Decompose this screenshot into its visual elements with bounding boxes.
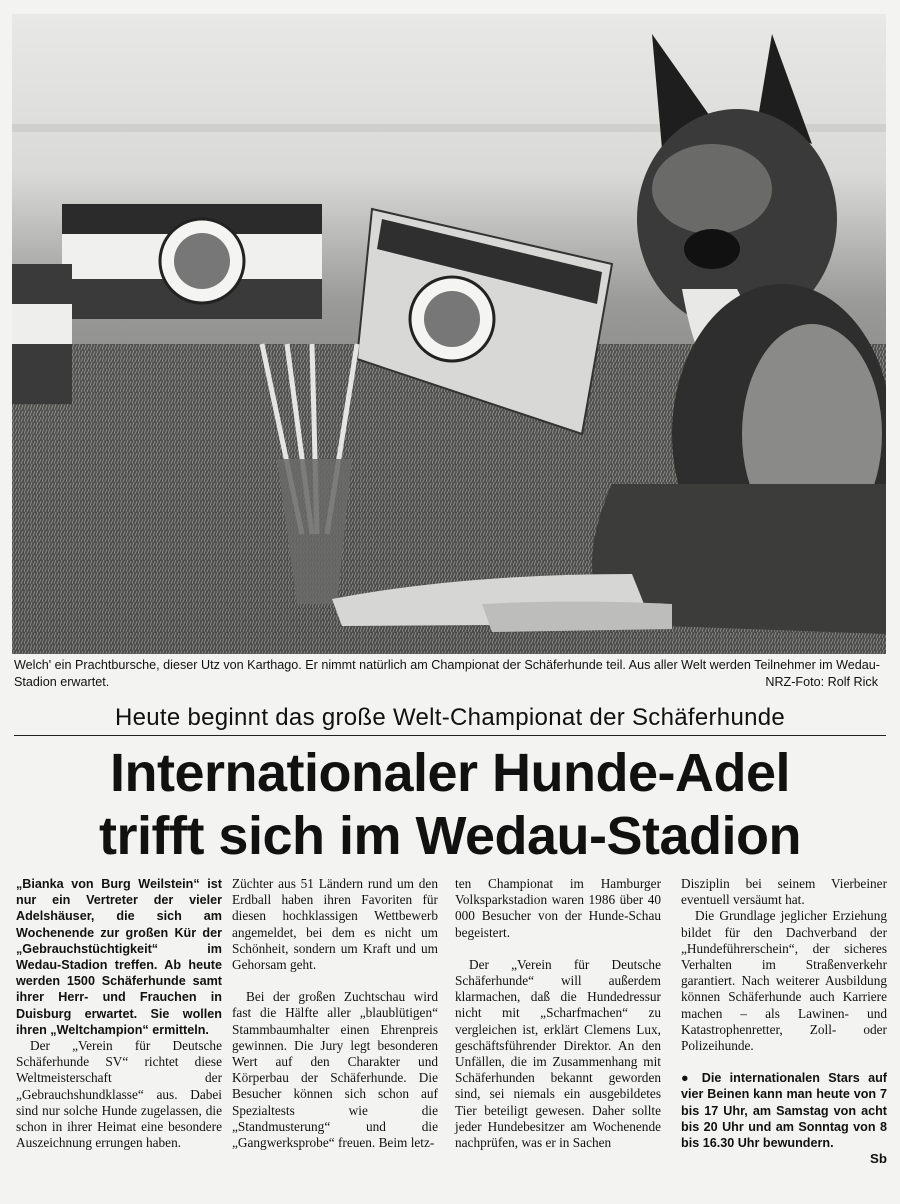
kicker: Heute beginnt das große Welt-Championat der Schäferhunde: [114, 704, 786, 731]
article-column-4: [681, 876, 887, 1176]
author-signature: Sb: [870, 1151, 887, 1167]
photo-credit: NRZ-Foto: Rolf Rick: [765, 675, 878, 689]
headline-line-2: trifft sich im Wedau-Stadion: [98, 806, 802, 866]
body-paragraph: ten Championat im Hamburger Volksparkstadion waren 1986 über 40 000 Besucher von der Hunde-Schau begeistert.: [455, 876, 661, 940]
article-column-3: [455, 876, 661, 1176]
body-paragraph: Der „Verein für Deutsche Schäferhunde SV“ richtet diese Weltmeisterschaft der „Gebrauchshundklasse“ aus. Dabei sind nur solche Hunde zugelassen, die schon in ihrer Heimat eine besondere Auszeichnung errungen haben.: [16, 1038, 222, 1151]
article-column-1: [16, 876, 222, 1176]
body-paragraph: Bei der großen Zuchtschau wird fast die Hälfte aller „blaublütigen“ Stammbaumhalter einen Ehrenpreis gewinnen. Die Jury legt besonderen Wert auf den Charakter und Körperbau der Schäferhunde. Die Besucher können sich schon auf Spezialtests wie die „Standmusterung“ und die „Gangwerksprobe“ freuen. Beim letz-: [232, 989, 438, 1151]
lead-paragraph: „Bianka von Burg Weilstein“ ist nur ein Vertreter der vieler Adelshäuser, die sich am Wochenende zur großen Kür der „Gebrauchstüchtigkeit“ im Wedau-Stadion treffen. Ab heute werden 1500 Schäferhunde samt ihrer Herr- und Frauchen in Duisburg erwartet. Sie wollen ihren „Weltchampion“ ermitteln.: [16, 877, 222, 1037]
article-column-2: [232, 876, 438, 1176]
headline-line-1: Internationaler Hunde-Adel: [109, 743, 791, 803]
body-paragraph: Die Grundlage jeglicher Erziehung bildet für den Dachverband der „Hundeführerschein“, der sicheres Verhalten im Straßenverkehr garantiert. Nach weiterer Ausbildung können Schäferhunde auch Karriere machen – als Lawinen- und Katastrophenretter, Zoll- oder Polizeihunde.: [681, 908, 887, 1054]
body-paragraph: Züchter aus 51 Ländern rund um den Erdball haben ihren Favoriten für diesen hochklassigen Wettbewerb angemeldet, bei dem es nicht um Schönheit, sondern um Kraft und um Gehorsam geht.: [232, 876, 438, 973]
photo-caption: [14, 657, 880, 691]
article-photo: [12, 14, 886, 654]
body-paragraph: Disziplin bei seinem Vierbeiner eventuell versäumt hat.: [681, 876, 887, 908]
divider-rule: [14, 735, 886, 736]
caption-text: Welch' ein Prachtbursche, dieser Utz von Karthago. Er nimmt natürlich am Championat der Schäferhunde teil. Aus aller Welt werden Teilnehmer im Wedau-Stadion erwartet.: [14, 658, 880, 689]
headline: [0, 742, 900, 868]
event-times-paragraph: ● Die internationalen Stars auf vier Beinen kann man heute von 7 bis 17 Uhr, am Samstag von acht bis 20 Uhr und am Sonntag von 8 bis 16.30 Uhr bewundern.: [681, 1071, 887, 1151]
body-paragraph: Der „Verein für Deutsche Schäferhunde“ will außerdem klarmachen, daß die Hundedressur nicht mit „Scharfmachen“ zu vergleichen ist, erklärt Clemens Lux, geschäftsführender Direktor. An den Unfällen, die im Zusammenhang mit Schäferhunden bekannt geworden sind, sei niemals ein ausgebildetes Tier beteiligt gewesen. Daher sollte jeder Hundebesitzer am Wochenende nachprüfen, was er in Sachen: [455, 956, 661, 1151]
dog-photo-illustration: [12, 14, 886, 654]
